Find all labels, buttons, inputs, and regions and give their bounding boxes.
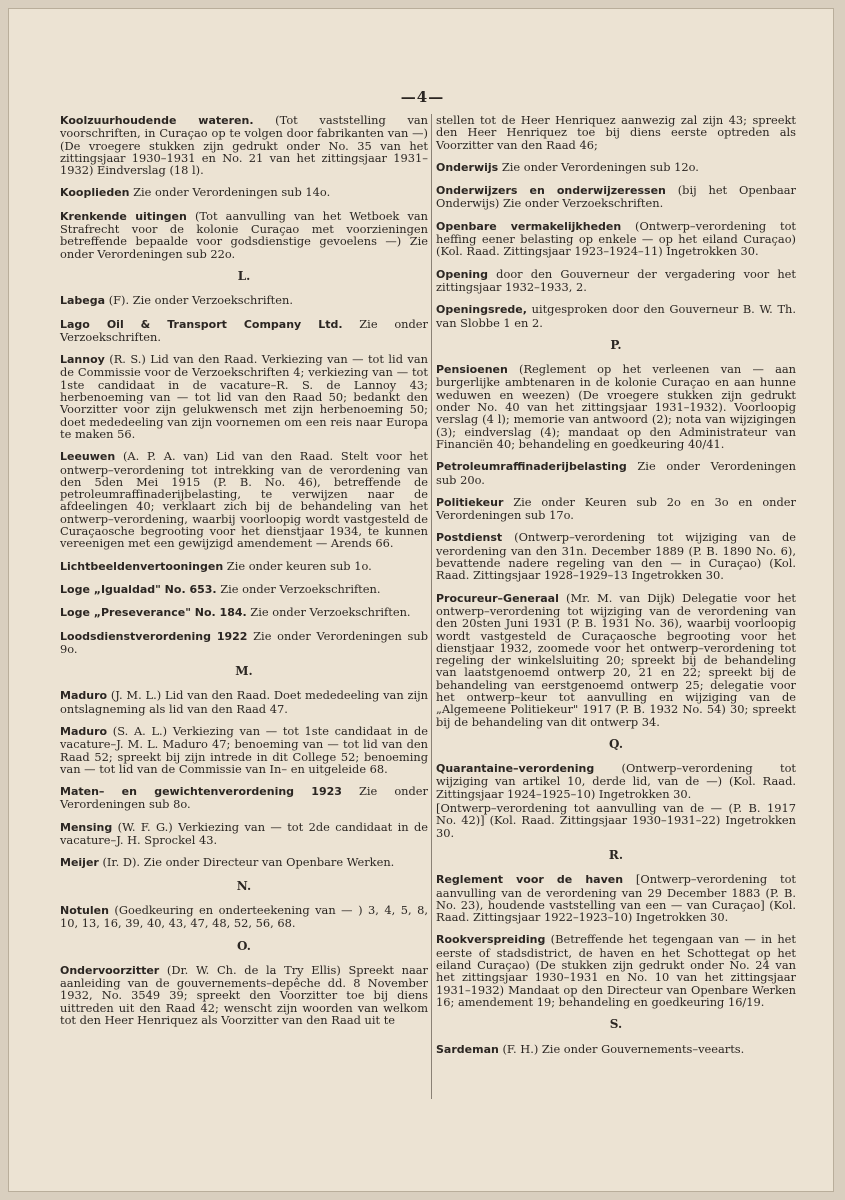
entry-text: [Ontwerp–verordening tot aanvulling van de verordening van 29 December 1883 (P. B. No. 23), houdende vaststelling van een — van Curaçao] (Kol. Raad. Zittingsjaar 1922–1923–10) Ingetrokken 30. bbox=[436, 872, 797, 925]
entry-text: (Dr. W. Ch. de la Try Ellis) Spreekt naar aanleiding van de gouvernements–depêche dd. 8 November 1932, No. 3549 39; spreekt den Voorzitter toe bij diens uittreden uit den Raad 42; wenscht zijn woorden van welkom tot den Heer Henriquez als Voorzitter van den Raad uit te bbox=[60, 962, 428, 1028]
section-letter: O. bbox=[237, 938, 251, 953]
index-entry bbox=[436, 303, 796, 329]
index-entry bbox=[60, 114, 428, 176]
entry-heading: Loge „Igualdad" No. 653. bbox=[60, 582, 217, 596]
entry-heading: Leeuwen bbox=[60, 450, 116, 464]
index-entry bbox=[436, 460, 796, 486]
entry-heading: Loge „Preseverance" No. 184. bbox=[60, 606, 247, 620]
index-entry bbox=[60, 450, 428, 549]
entry-heading: Maduro bbox=[60, 689, 108, 703]
entry-heading: Notulen bbox=[60, 903, 109, 917]
index-entry bbox=[60, 964, 428, 1026]
index-entry bbox=[436, 933, 796, 1008]
entry-heading: Lichtbeeldenvertooningen bbox=[60, 559, 224, 573]
index-entry bbox=[436, 873, 796, 923]
entry-heading: Maduro bbox=[60, 724, 108, 738]
entry-text: (W. F. G.) Verkiezing van — tot 2de candidaat in de vacature–J. H. Sprockel 43. bbox=[60, 819, 428, 848]
index-entry bbox=[60, 583, 428, 596]
entry-text: (F). Zie onder Verzoekschriften. bbox=[105, 293, 293, 308]
section-letter: P. bbox=[610, 337, 622, 352]
entry-heading: Mensing bbox=[60, 820, 113, 834]
entry-text: Zie onder Verzoekschriften. bbox=[60, 316, 428, 344]
entry-text: door den Gouverneur der vergadering voor het zittingsjaar 1932–1933, 2. bbox=[436, 266, 796, 294]
entry-heading: Kooplieden bbox=[60, 186, 130, 200]
index-entry bbox=[60, 186, 428, 199]
index-entry bbox=[60, 606, 428, 619]
entry-text: (A. P. A. van) Lid van den Raad. Stelt voor het ontwerp–verordening tot intrekking van de verordening van den 5den Mei 1915 (P. B. No. 46), betreffende de petroleumraffinaderijbelasting, te verwijzen naar de afdeelingen 40; verklaart zich bij de behandeling van het ontwerp–verordening, waarbij voorloopig wordt vastgesteld de Curaçaosche begrooting voor het dienstjaar 1934, te kunnen vereenigen met een gewijzigd amendement — Arends 66. bbox=[60, 449, 428, 551]
index-entry bbox=[60, 210, 428, 260]
entry-heading: Quarantaine–verordening bbox=[436, 762, 595, 776]
index-entry bbox=[436, 268, 796, 294]
index-entry bbox=[436, 220, 796, 258]
index-entry bbox=[436, 496, 796, 522]
entry-text: Zie onder Verordeningen sub 9o. bbox=[60, 628, 428, 656]
index-entry bbox=[60, 821, 428, 847]
entry-text: Zie onder Verordeningen sub 8o. bbox=[60, 784, 428, 812]
index-entry bbox=[60, 353, 428, 440]
entry-text: (Tot aanvulling van het Wetboek van Strafrecht voor de kolonie Curaçao met voorzieningen betreffende bepaalde voor godsdienstige gevoelens —) Zie onder Verordeningen sub 22o. bbox=[60, 208, 429, 261]
entry-text: Zie onder Verzoekschriften. bbox=[216, 581, 381, 596]
entry-text: (Ontwerp–verordening tot wijziging van de verordening van den 31n. December 1889 (P. B. 1890 No. 6), bevattende nadere regeling van den — in Curaçao) (Kol. Raad. Zittingsjaar 1928–1929–13 Ingetrokken 30. bbox=[436, 530, 796, 583]
entry-text: (Tot vaststelling van voorschriften, in Curaçao op te volgen door fabrikanten van —) (De vroegere stukken zijn gedrukt onder No. 35 van het zittingsjaar 1930–1931 en No. 21 van het zittingsjaar 1931–1932) Eindverslag (18 l). bbox=[60, 113, 429, 178]
entry-text: (Betreffende het tegengaan van — in het eerste of stadsdistrict, de haven en het Schottegat op het eiland Curaçao) (De stukken zijn gedrukt onder No. 24 van het zittingsjaar 1930–1931 en No. 10 van het zittingsjaar 1931–1932) Mandaat op den Directeur van Openbare Werken 16; amendement 19; behandeling en goedkeuring 16/19. bbox=[436, 932, 796, 1009]
entry-heading: Koolzuurhoudende wateren. bbox=[60, 114, 254, 127]
entry-heading: Krenkende uitingen bbox=[60, 209, 187, 223]
entry-heading: Sardeman bbox=[436, 1042, 499, 1056]
entry-heading: Lannoy bbox=[60, 353, 105, 367]
section-letter: N. bbox=[236, 878, 252, 893]
entry-text: Zie onder Verordeningen sub 12o. bbox=[498, 159, 699, 174]
index-entry bbox=[436, 161, 796, 174]
entry-text: uitgesproken door den Gouverneur B. W. Th. van Slobbe 1 en 2. bbox=[436, 302, 796, 330]
index-entry bbox=[60, 318, 428, 344]
entry-heading: Onderwijzers en onderwijzeressen bbox=[436, 184, 666, 198]
section-letter: R. bbox=[608, 847, 624, 862]
section-letter: S. bbox=[609, 1017, 623, 1032]
entry-text: (Ir. D). Zie onder Directeur van Openbare Werken. bbox=[98, 855, 395, 870]
entry-text: (J. M. L.) Lid van den Raad. Doet mededeeling van zijn ontslagneming als lid van den Raad 47. bbox=[60, 688, 428, 716]
entry-heading: Openingsrede, bbox=[436, 303, 527, 317]
entry-text: Zie onder Keuren sub 2o en 3o en onder Verordeningen sub 17o. bbox=[436, 494, 796, 523]
index-entry bbox=[436, 762, 796, 839]
column-divider bbox=[431, 114, 432, 1099]
index-entry bbox=[60, 560, 428, 573]
index-entry bbox=[60, 725, 428, 775]
section-letter: L. bbox=[237, 268, 251, 283]
section-letter: Q. bbox=[608, 736, 624, 751]
entry-heading: Ondervoorzitter bbox=[60, 963, 160, 977]
entry-text: (Mr. M. van Dijk) Delegatie voor het ontwerp–verordening tot wijziging van de verordening van den 20sten Juni 1931 (P. B. 1931 No. 36), waarbij voorloopig wordt vastgesteld de Curaçaosche begrooting voor het dienstjaar 1932, zoomede voor het ontwerp–verordening tot regeling der winkelsluiting 20; spreekt bij de behandeling van laatstgenoemd ontwerp 20, 21 en 22; spreekt bij de behandeling van eerstgenoemd ontwerp 25; delegatie voor het ontwerp–keur tot aanvulling en wijziging van de „Algemeene Politiekeur" 1917 (P. B. 1932 No. 54) 30; spreekt bij de behandeling van dit ontwerp 34. bbox=[436, 590, 796, 729]
index-entry bbox=[436, 592, 796, 728]
entry-heading: Lago Oil & Transport Company Ltd. bbox=[60, 317, 343, 331]
entry-heading: Openbare vermakelijkheden bbox=[436, 219, 622, 233]
page-number: —4— bbox=[400, 88, 445, 106]
entry-text: (F. H.) Zie onder Gouvernements–veearts. bbox=[498, 1041, 745, 1056]
entry-text: (Goedkeuring en onderteekening van — ) 3, 4, 5, 8, 10, 13, 16, 39, 40, 43, 47, 48, 52, 56, 68. bbox=[60, 902, 428, 931]
index-entry bbox=[60, 689, 428, 715]
index-entry bbox=[60, 904, 428, 930]
entry-heading: Procureur–Generaal bbox=[436, 591, 559, 605]
entry-text: (S. A. L.) Verkiezing van — tot 1ste candidaat in de vacature–J. M. L. Maduro 47; benoeming van — tot lid van den Raad 52; spreekt bij zijn intrede in dit College 52; benoeming van — tot lid van de Commissie van In– en uitgeleide 68. bbox=[60, 723, 428, 776]
index-entry bbox=[436, 363, 796, 450]
index-entry bbox=[60, 785, 428, 811]
entry-text: Zie onder Verordeningen sub 14o. bbox=[129, 185, 331, 200]
index-entry bbox=[436, 531, 796, 581]
entry-text: (R. S.) Lid van den Raad. Verkiezing van — tot lid van de Commissie voor de Verzoekschriften 4; verkiezing van — tot 1ste candidaat in de vacature–R. S. de Lannoy 43; herbenoeming van — tot lid van den Raad 50; bedankt den Voorzitter voor zijn gelukwensch met zijn herbenoeming 50; doet mededeeling van zijn voornemen om een reis naar Europa te maken 56. bbox=[60, 352, 428, 441]
index-entry bbox=[436, 1043, 796, 1056]
entry-heading: Petroleumraffinaderijbelasting bbox=[436, 460, 627, 474]
entry-text: (Ontwerp–verordening tot heffing eener belasting op enkele — op het eiland Curaçao) (Kol. Raad. Zittingsjaar 1923–1924–11) Ingetrokken 30. bbox=[436, 218, 796, 259]
entry-heading: Reglement voor de haven bbox=[436, 873, 624, 887]
index-column-right bbox=[436, 114, 796, 1066]
entry-text-continued: [Ontwerp–verordening tot aanvulling van de — (P. B. 1917 No. 42)] (Kol. Raad. Zittingsjaar 1930–1931–22) Ingetrokken 30. bbox=[436, 801, 796, 840]
entry-heading: Onderwijs bbox=[436, 160, 499, 174]
entry-heading: Labega bbox=[60, 294, 106, 308]
entry-heading: Politiekeur bbox=[436, 495, 504, 509]
entry-heading: Pensioenen bbox=[436, 363, 508, 377]
index-entry bbox=[436, 184, 796, 210]
entry-continuation: stellen tot de Heer Henriquez aanwezig zal zijn 43; spreekt den Heer Henriquez toe bij diens eerste optreden als Voorzitter van den Raad 46; bbox=[436, 113, 796, 152]
entry-text: (bij het Openbaar Onderwijs) Zie onder Verzoekschriften. bbox=[436, 183, 797, 211]
entry-heading: Loodsdienstverordening 1922 bbox=[60, 629, 248, 643]
entry-text: Zie onder Verzoekschriften. bbox=[246, 605, 411, 620]
entry-text: (Ontwerp–verordening tot wijziging van artikel 10, derde lid, van de —) (Kol. Raad. Zittingsjaar 1924–1925–10) Ingetrokken 30. bbox=[436, 761, 796, 801]
entry-heading: Rookverspreiding bbox=[436, 933, 546, 947]
index-column-left bbox=[60, 114, 428, 1036]
section-letter: M. bbox=[235, 664, 253, 679]
entry-text: Zie onder Verordeningen sub 20o. bbox=[436, 459, 796, 487]
entry-text: (Reglement op het verleenen van — aan burgerlijke ambtenaren in de kolonie Curaçao en aan hunne weduwen en weezen) (De vroegere stukken zijn gedrukt onder No. 40 van het zittingsjaar 1931–1932). Voorloopig verslag (4 l); memorie van antwoord (2); nota van wijzigingen (3); eindverslag (4); mandaat op den Administrateur van Financiën 40; behandeling en goedkeuring 40/41. bbox=[436, 362, 796, 451]
entry-heading: Maten– en gewichtenverordening 1923 bbox=[60, 785, 342, 799]
index-entry bbox=[60, 856, 428, 869]
index-entry bbox=[60, 630, 428, 656]
entry-heading: Meijer bbox=[60, 856, 99, 870]
index-entry bbox=[60, 294, 428, 307]
entry-text: Zie onder keuren sub 1o. bbox=[223, 558, 372, 573]
entry-heading: Postdienst bbox=[436, 531, 503, 545]
entry-heading: Opening bbox=[436, 267, 488, 281]
